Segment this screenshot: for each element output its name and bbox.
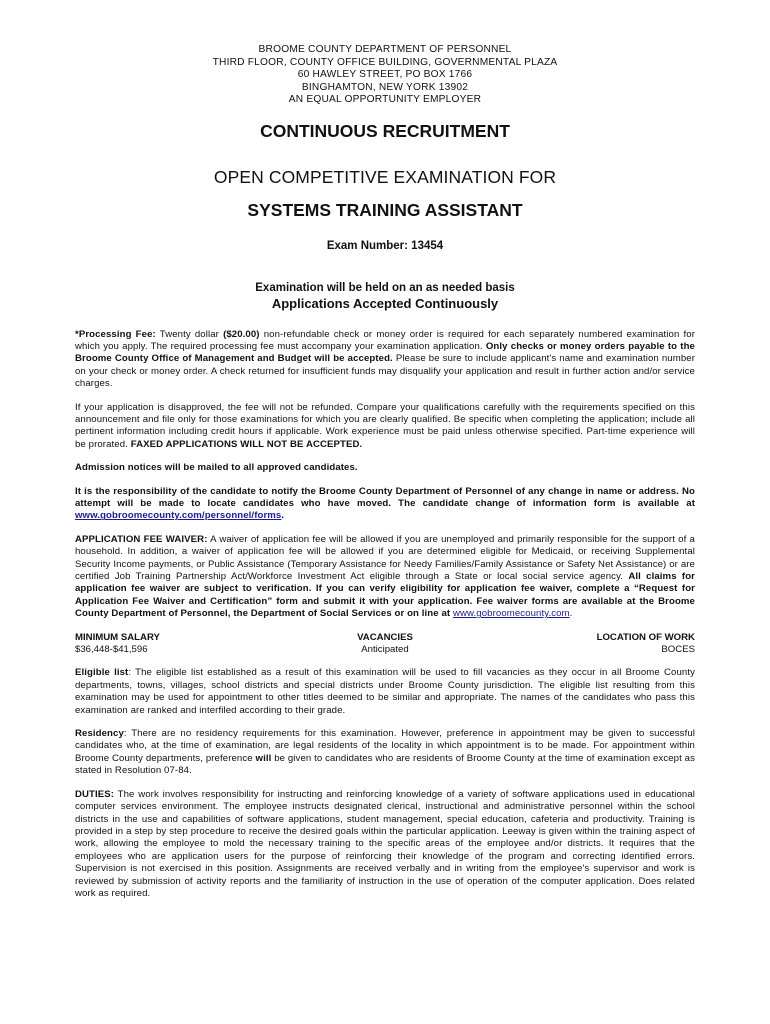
processing-fee-amount: ($20.00) (223, 328, 260, 340)
agency-header (75, 44, 695, 107)
exam-type-heading: OPEN COMPETITIVE EXAMINATION FOR (213, 166, 557, 187)
location-label: LOCATION OF WORK (596, 631, 695, 643)
responsibility-end: . (281, 510, 285, 522)
location-value: BOCES (661, 644, 695, 656)
fee-waiver-end: . (569, 608, 573, 620)
fee-waiver-text: A waiver of application fee will be allowed if you are unemployed and primarily responsible for the support of a household. In addition, a waiver of application fee will be allowed if you are determined eligible for Medicaid, or receiving Supplemental Security Income payments, or Public Assistance (Temporary Assistance for Needy Families/Family Assistance or Safety Net Assistance) or are certified Job Training Partnership Act/Workforce Investment Act eligible through a State or local social service agency. (75, 533, 695, 582)
duties-text: The work involves responsibility for instructing and reinforcing knowledge of a variety of software applications used in educational computer services environment. The employee instructs designated clerical, instructional and administrative personnel within the school districts in the use and capabilities of software applications, student management, special education, cafeteria and productivity. Training is provided in a step by step procedure to receive the desired goals within the particular application. Leeway is given within the training aspect of work, allowing the employee to mold the necessary training to the specific areas of the employee and/or districts. It requires that the employees who are application users for the purpose of reinforcing their knowledge of the program and correcting identified errors. Supervision is not exercised in this position. Assignments are received verbally and in writing from the employee's supervisor and work is reviewed by submission of activity reports and the familiarity of instruction in the use of operation of the computer application. Does related work as required. (75, 788, 695, 899)
processing-fee-text: non-refundable check or money order is required for each separately numbered examination for which you apply. The required processing fee must accompany your examination application. (75, 328, 696, 352)
recruitment-heading: CONTINUOUS RECRUITMENT (260, 120, 510, 141)
eligible-list-paragraph (75, 667, 695, 717)
residency-emphasis: will (255, 752, 272, 764)
forms-link[interactable]: www.gobroomecounty.com/personnel/forms (75, 510, 282, 522)
duties-paragraph (75, 789, 695, 901)
payment-requirement: Only checks or money orders payable to the Broome County Office of Management and Budget will be accepted. (75, 340, 695, 365)
salary-column (75, 632, 280, 657)
vacancies-value: Anticipated (361, 644, 409, 656)
salary-label: MINIMUM SALARY (75, 631, 160, 643)
schedule-line: Examination will be held on an as needed basis (255, 281, 515, 294)
vacancies-column (283, 632, 488, 657)
eligible-list-label: Eligible list (75, 667, 129, 679)
processing-fee-label: *Processing Fee: (75, 328, 156, 340)
residency-text: : There are no residency requirements for this examination. However, preference in appointment may be given to successful candidates who, at the time of examination, are legal residents of the locality in which appointment is to be made. For appointment within Broome County departments, preference (75, 728, 695, 764)
fee-waiver-paragraph (75, 534, 695, 621)
header-line: BINGHAMTON, NEW YORK 13902 (301, 81, 469, 93)
processing-fee-text: Twenty dollar (155, 328, 224, 340)
residency-paragraph (75, 728, 695, 778)
job-info-row (75, 632, 695, 657)
location-column (490, 632, 695, 657)
fee-waiver-verification: All claims for application fee waiver are subject to verification. If you can verify eligibility for application fee waiver, complete a “Request for Application Fee Waiver and Certification” form and submit it with your application. Fee waiver forms are available at the Broome County Department of Personnel, the Department of Social Services or on line at (75, 571, 695, 620)
vacancies-label: VACANCIES (357, 631, 413, 643)
faxed-notice: FAXED APPLICATIONS WILL NOT BE ACCEPTED. (130, 438, 363, 450)
header-line: 60 HAWLEY STREET, PO BOX 1766 (297, 69, 473, 80)
exam-number: Exam Number: 13454 (326, 239, 444, 252)
applications-line: Applications Accepted Continuously (271, 295, 499, 311)
disapproved-paragraph (75, 402, 695, 452)
fee-waiver-label: APPLICATION FEE WAIVER: (75, 533, 208, 545)
processing-fee-paragraph (75, 329, 695, 391)
processing-fee-text: Please be sure to include applicant's name and examination number on your check or money order. A check returned for insufficient funds may disqualify your application and result in further action and/or service charges. (75, 353, 696, 390)
responsibility-text: It is the responsibility of the candidate to notify the Broome County Department of Personnel of any change in name or address. No attempt will be made to locate candidates who have moved. The candidate change of information form is available at (75, 485, 695, 509)
header-line: AN EQUAL OPPORTUNITY EMPLOYER (288, 94, 482, 105)
header-line: THIRD FLOOR, COUNTY OFFICE BUILDING, GOVERNMENTAL PLAZA (212, 56, 558, 68)
salary-value: $36,448-$41,596 (75, 644, 148, 656)
responsibility-paragraph (75, 486, 695, 523)
admission-notice: Admission notices will be mailed to all approved candidates. (75, 462, 358, 474)
position-title: SYSTEMS TRAINING ASSISTANT (247, 199, 523, 220)
residency-label: Residency (75, 728, 124, 740)
duties-label: DUTIES: (75, 788, 115, 800)
eligible-list-text: : The eligible list established as a result of this examination will be used to fill vacancies as they occur in all Broome County departments, towns, villages, school districts and special districts under Broome County jurisdiction. The eligible list resulting from this examination may be used for appointment to other titles deemed to be similar and appropriate. The names of the candidates who pass this examination are ranked and interfiled according to their grade. (75, 667, 695, 716)
header-line: BROOME COUNTY DEPARTMENT OF PERSONNEL (258, 44, 512, 55)
residency-text: be given to candidates who are residents of Broome County at the time of examination except as stated in Resolution 07-84. (75, 752, 695, 777)
county-website-link[interactable]: www.gobroomecounty.com (452, 608, 570, 620)
disapproved-text: If your application is disapproved, the fee will not be refunded. Compare your qualifications carefully with the requirements specified on this announcement and file only for those examinations for which you are clearly qualified. Be specific when completing the application; include all pertinent information including credit hours if applicable. Work experience must be paid unless otherwise specified. Part-time experience will be prorated. (75, 401, 695, 450)
